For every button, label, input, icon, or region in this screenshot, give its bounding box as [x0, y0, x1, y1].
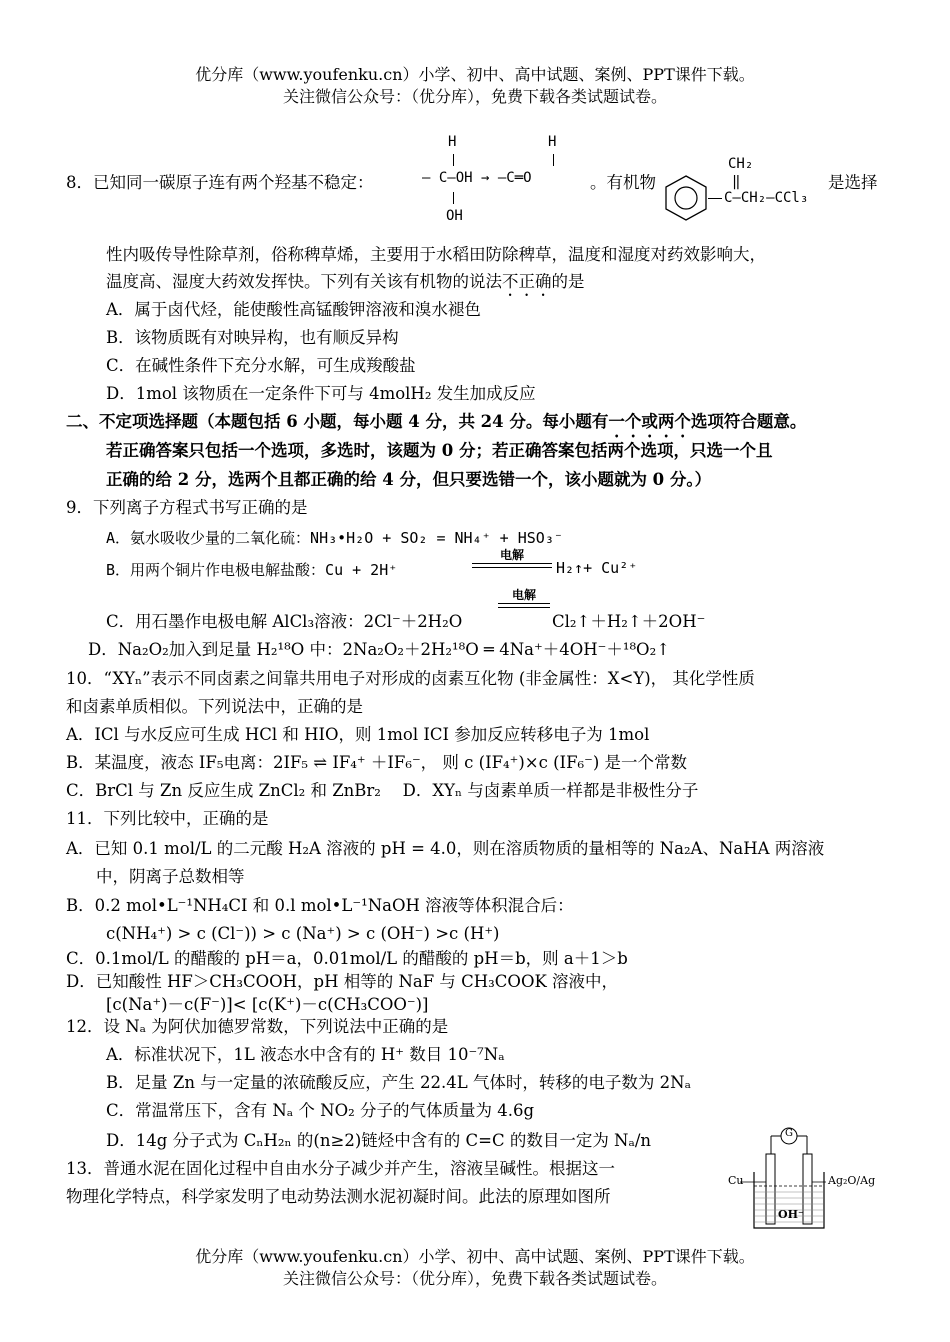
q10-stem-1: 10．“XYₙ”表示不同卤素之间靠共用电子对形成的卤素互化物 (非金属性：X<Y)， 其化学性质	[66, 669, 755, 688]
struct-top-h: H	[448, 134, 457, 150]
struct-double-bond: ‖	[732, 174, 741, 190]
header-line-2: 关注微信公众号：（优分库），免费下载各类试题试卷。	[282, 87, 667, 106]
section2-line-2: 若正确答案只包括一个选项，多选时，该题为 0 分；若正确答案包括两个选项，只选一个且	[106, 441, 773, 460]
q8-option-a: A．属于卤代烃，能使酸性高锰酸钾溶液和溴水褪色	[106, 300, 481, 319]
q9-option-b-right: H₂↑+ Cu²⁺	[556, 559, 638, 577]
q9-stem: 9．下列离子方程式书写正确的是	[66, 498, 308, 517]
benzene-ring-icon	[662, 174, 710, 222]
footer-line-2: 关注微信公众号：（优分库），免费下载各类试题试卷。	[282, 1269, 667, 1288]
q12-option-a: A．标准状况下，1L 液态水中含有的 H⁺ 数目 10⁻⁷Nₐ	[106, 1045, 505, 1064]
q13-line-2: 物理化学特点，科学家发明了电动势法测水泥初凝时间。此法的原理如图所	[66, 1187, 611, 1206]
struct-chain: C—CH₂—CCl₃	[724, 190, 809, 206]
q11-option-b-2: c(NH₄⁺) > c (Cl⁻)) > c (Na⁺) > c (OH⁻) >c (H⁺)	[106, 924, 500, 943]
bond-line	[553, 154, 554, 166]
struct-row: — C—OH → —C═O	[422, 170, 532, 186]
q9-b-condition: 电解	[499, 548, 524, 562]
q9-option-a: A．氨水吸收少量的二氧化硫：NH₃•H₂O + SO₂ = NH₄⁺ + HSO₃⁻	[106, 529, 563, 547]
cu-electrode-label: Cu	[728, 1174, 744, 1187]
q11-option-a-2: 中，阴离子总数相等	[96, 867, 245, 886]
q10-option-a: A．ICl 与水反应可生成 HCl 和 HIO，则 1mol ICI 参加反应转移电子为 1mol	[66, 725, 650, 744]
oh-ion-label: OH⁻	[778, 1208, 804, 1221]
q11-option-b-1: B．0.2 mol•L⁻¹NH₄CI 和 0.l mol•L⁻¹NaOH 溶液等体积混合后：	[66, 896, 574, 915]
q12-option-d: D．14g 分子式为 CₙH₂ₙ 的(n≥2)链烃中含有的 C=C 的数目一定为 Nₐ/n	[106, 1131, 652, 1150]
cell-diagram	[726, 1124, 896, 1234]
section2-emphasis: 一个或两个	[608, 412, 691, 431]
q11-stem: 11．下列比较中，正确的是	[66, 809, 269, 828]
struct-ch2: CH₂	[728, 156, 754, 172]
footer-line-1: 优分库（www.youfenku.cn）小学、初中、高中试题、案例、PPT课件下载。	[195, 1247, 755, 1266]
q12-option-b: B．足量 Zn 与一定量的浓硫酸反应，产生 22.4L 气体时，转移的电子数为 2Nₐ	[106, 1073, 691, 1092]
bond-line	[453, 192, 454, 204]
q8-emphasis: 不正确	[502, 272, 552, 291]
header-line-1: 优分库（www.youfenku.cn）小学、初中、高中试题、案例、PPT课件下载。	[195, 65, 755, 84]
struct-right-h: H	[548, 134, 557, 150]
q11-option-d-2: [c(Na⁺)－c(F⁻)]< [c(K⁺)－c(CH₃COO⁻)]	[106, 995, 429, 1014]
q11-option-c: C．0.1mol/L 的醋酸的 pH＝a，0.01mol/L 的醋酸的 pH＝b，则 a＋1＞b	[66, 949, 628, 968]
q8-body-2b: 的是	[551, 272, 585, 291]
q8-prefix: 8．已知同一碳原子连有两个羟基不稳定：	[66, 173, 374, 192]
q8-suffix: 是选择	[828, 173, 878, 192]
q9-option-c-left: C．用石墨作电极电解 AlCl₃溶液：2Cl⁻＋2H₂O	[106, 612, 463, 631]
q9-option-b-left: B．用两个铜片作电极电解盐酸：Cu + 2H⁺	[106, 561, 398, 579]
q9-option-c-right: Cl₂↑＋H₂↑＋2OH⁻	[552, 612, 706, 631]
equals-sign	[498, 603, 550, 608]
diol-structure	[420, 132, 605, 230]
q8-option-c: C．在碱性条件下充分水解，可生成羧酸盐	[106, 356, 416, 375]
q8-body-1: 性内吸传导性除草剂，俗称稗草烯，主要用于水稻田防除稗草，温度和湿度对药效影响大，	[106, 245, 766, 264]
section2-line-3: 正确的给 2 分，选两个且都正确的给 4 分，但只要选错一个，该小题就为 0 分。）	[106, 470, 712, 489]
equals-sign	[472, 563, 552, 568]
q12-stem: 12．设 Nₐ 为阿伏加德罗常数，下列说法中正确的是	[66, 1017, 449, 1036]
ag-electrode-label: Ag₂O/Ag	[828, 1174, 876, 1187]
q8-after-struct: 。有机物	[590, 173, 656, 192]
bond-line	[453, 154, 454, 166]
q13-line-1: 13．普通水泥在固化过程中自由水分子减少并产生，溶液呈碱性。根据这一	[66, 1159, 615, 1178]
organic-structure	[662, 152, 832, 232]
q10-stem-2: 和卤素单质相似。下列说法中，正确的是	[66, 697, 363, 716]
q9-option-d: D．Na₂O₂加入到足量 H₂¹⁸O 中：2Na₂O₂＋2H₂¹⁸O ═ 4Na⁺＋4OH⁻＋¹⁸O₂↑	[88, 640, 671, 659]
struct-bottom-oh: OH	[446, 208, 463, 224]
q8-option-b: B．该物质既有对映异构，也有顺反异构	[106, 328, 399, 347]
q8-body-2a: 温度高、湿度大药效发挥快。下列有关该有机物的说法	[106, 272, 502, 291]
q8-body-2	[106, 271, 585, 300]
section2-title-a: 二、不定项选择题（本题包括 6 小题，每小题 4 分，共 24 分。每小题有	[66, 412, 609, 431]
bond-line	[708, 198, 722, 199]
q10-option-cd: C．BrCl 与 Zn 反应生成 ZnCl₂ 和 ZnBr₂ D．XYₙ 与卤素单质一样都是非极性分子	[66, 781, 699, 800]
q11-option-a-1: A．已知 0.1 mol/L 的二元酸 H₂A 溶液的 pH = 4.0，则在溶质物质的量相等的 Na₂A、NaHA 两溶液	[66, 839, 825, 858]
q10-option-b: B．某温度，液态 IF₅电离：2IF₅ ⇌ IF₄⁺ ＋IF₆⁻， 则 c (IF₄⁺)×c (IF₆⁻) 是一个常数	[66, 753, 688, 772]
galvanometer-label: G	[785, 1128, 793, 1139]
q11-option-d-1: D．已知酸性 HF＞CH₃COOH，pH 相等的 NaF 与 CH₃COOK 溶液中，	[66, 972, 619, 991]
section2-title-b: 选项符合题意。	[690, 412, 807, 431]
q8-option-d: D．1mol 该物质在一定条件下可与 4molH₂ 发生加成反应	[106, 384, 536, 403]
section2-title	[66, 411, 806, 441]
q9-c-condition: 电解	[511, 588, 536, 602]
q12-option-c: C．常温常压下，含有 Nₐ 个 NO₂ 分子的气体质量为 4.6g	[106, 1101, 535, 1120]
